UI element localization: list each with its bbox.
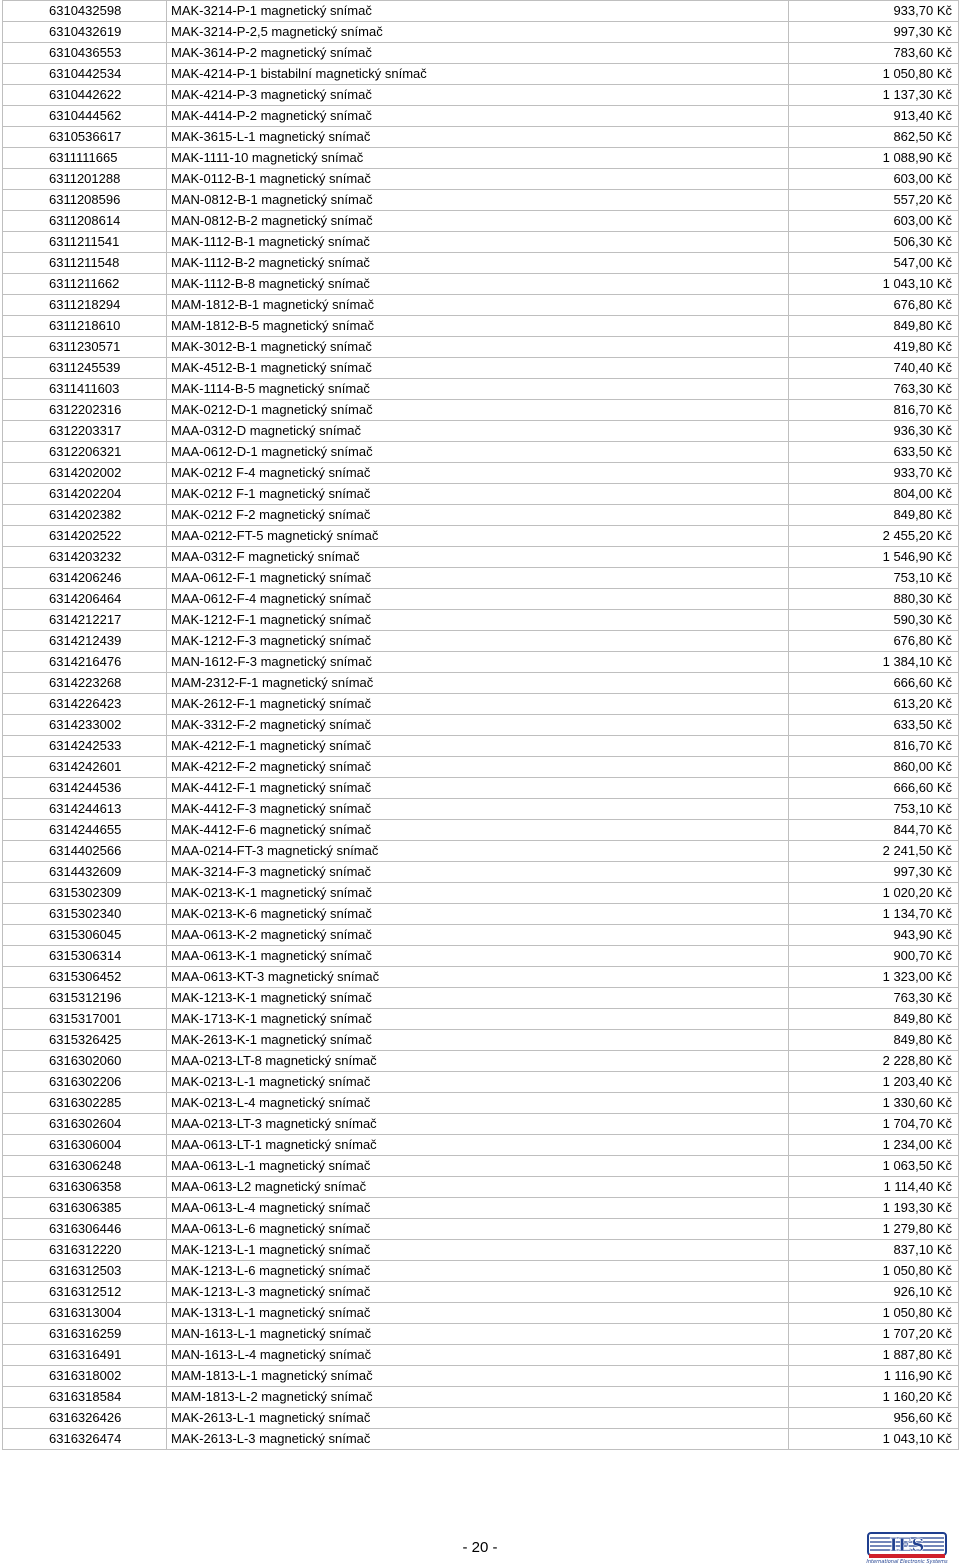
product-code: 6311211548 xyxy=(3,253,167,274)
product-code: 6310442622 xyxy=(3,85,167,106)
table-row xyxy=(3,694,959,715)
table-row xyxy=(3,862,959,883)
product-price: 997,30 Kč xyxy=(789,862,959,883)
table-row xyxy=(3,736,959,757)
product-code: 6312203317 xyxy=(3,421,167,442)
table-row xyxy=(3,1114,959,1135)
product-price: 1 043,10 Kč xyxy=(789,1429,959,1450)
product-price: 849,80 Kč xyxy=(789,316,959,337)
product-code: 6314212217 xyxy=(3,610,167,631)
product-name: MAK-1212-F-1 magnetický snímač xyxy=(167,610,789,631)
product-code: 6315317001 xyxy=(3,1009,167,1030)
table-row xyxy=(3,568,959,589)
product-code: 6314202522 xyxy=(3,526,167,547)
table-row xyxy=(3,1,959,22)
product-code: 6314244655 xyxy=(3,820,167,841)
table-row xyxy=(3,64,959,85)
product-name: MAK-0112-B-1 magnetický snímač xyxy=(167,169,789,190)
product-name: MAN-1613-L-4 magnetický snímač xyxy=(167,1345,789,1366)
product-name: MAK-3214-F-3 magnetický snímač xyxy=(167,862,789,883)
logo-tagline: International Electronic Systems xyxy=(866,1559,948,1564)
table-row xyxy=(3,505,959,526)
product-price: 603,00 Kč xyxy=(789,211,959,232)
product-code: 6315306045 xyxy=(3,925,167,946)
product-name: MAA-0213-LT-3 magnetický snímač xyxy=(167,1114,789,1135)
product-code: 6310432598 xyxy=(3,1,167,22)
product-price: 1 160,20 Kč xyxy=(789,1387,959,1408)
product-code: 6316312512 xyxy=(3,1282,167,1303)
table-row xyxy=(3,1198,959,1219)
product-name: MAK-4412-F-1 magnetický snímač xyxy=(167,778,789,799)
product-name: MAK-1213-L-1 magnetický snímač xyxy=(167,1240,789,1261)
product-name: MAK-0212 F-2 magnetický snímač xyxy=(167,505,789,526)
product-name: MAA-0613-KT-3 magnetický snímač xyxy=(167,967,789,988)
product-name: MAK-2613-L-3 magnetický snímač xyxy=(167,1429,789,1450)
product-price: 844,70 Kč xyxy=(789,820,959,841)
product-price: 763,30 Kč xyxy=(789,379,959,400)
product-price: 666,60 Kč xyxy=(789,778,959,799)
table-row xyxy=(3,1240,959,1261)
product-price: 849,80 Kč xyxy=(789,1009,959,1030)
table-row xyxy=(3,1324,959,1345)
product-name: MAK-0212 F-4 magnetický snímač xyxy=(167,463,789,484)
product-code: 6311411603 xyxy=(3,379,167,400)
table-row xyxy=(3,1429,959,1450)
table-row xyxy=(3,589,959,610)
product-code: 6316316491 xyxy=(3,1345,167,1366)
product-name: MAK-0213-L-1 magnetický snímač xyxy=(167,1072,789,1093)
product-name: MAK-4412-F-3 magnetický snímač xyxy=(167,799,789,820)
table-row xyxy=(3,274,959,295)
product-code: 6312206321 xyxy=(3,442,167,463)
product-name: MAA-0214-FT-3 magnetický snímač xyxy=(167,841,789,862)
product-name: MAK-2613-K-1 magnetický snímač xyxy=(167,1030,789,1051)
product-price: 1 546,90 Kč xyxy=(789,547,959,568)
product-price: 740,40 Kč xyxy=(789,358,959,379)
product-code: 6316318002 xyxy=(3,1366,167,1387)
product-name: MAK-4212-F-1 magnetický snímač xyxy=(167,736,789,757)
product-name: MAK-1213-L-6 magnetický snímač xyxy=(167,1261,789,1282)
product-name: MAK-1713-K-1 magnetický snímač xyxy=(167,1009,789,1030)
product-code: 6314202002 xyxy=(3,463,167,484)
product-name: MAA-0613-L-1 magnetický snímač xyxy=(167,1156,789,1177)
table-row xyxy=(3,1072,959,1093)
product-code: 6311218294 xyxy=(3,295,167,316)
product-code: 6316318584 xyxy=(3,1387,167,1408)
product-code: 6314432609 xyxy=(3,862,167,883)
table-row xyxy=(3,22,959,43)
product-name: MAM-1813-L-1 magnetický snímač xyxy=(167,1366,789,1387)
table-row xyxy=(3,484,959,505)
product-price: 1 384,10 Kč xyxy=(789,652,959,673)
table-row xyxy=(3,148,959,169)
table-row xyxy=(3,190,959,211)
product-code: 6314402566 xyxy=(3,841,167,862)
table-row xyxy=(3,673,959,694)
product-name: MAM-1813-L-2 magnetický snímač xyxy=(167,1387,789,1408)
product-code: 6314212439 xyxy=(3,631,167,652)
price-list xyxy=(2,0,958,1450)
product-code: 6314242533 xyxy=(3,736,167,757)
product-price: 1 323,00 Kč xyxy=(789,967,959,988)
product-code: 6315312196 xyxy=(3,988,167,1009)
product-price: 2 241,50 Kč xyxy=(789,841,959,862)
product-name: MAK-1213-K-1 magnetický snímač xyxy=(167,988,789,1009)
ies-logo-icon xyxy=(866,1530,948,1564)
table-row xyxy=(3,1156,959,1177)
table-row xyxy=(3,820,959,841)
product-name: MAK-1111-10 magnetický snímač xyxy=(167,148,789,169)
product-price: 1 050,80 Kč xyxy=(789,1303,959,1324)
product-price: 1 704,70 Kč xyxy=(789,1114,959,1135)
product-price: 1 050,80 Kč xyxy=(789,64,959,85)
table-row xyxy=(3,379,959,400)
product-price: 1 193,30 Kč xyxy=(789,1198,959,1219)
table-row xyxy=(3,1303,959,1324)
product-price: 1 203,40 Kč xyxy=(789,1072,959,1093)
table-row xyxy=(3,106,959,127)
product-code: 6316302285 xyxy=(3,1093,167,1114)
table-row xyxy=(3,1282,959,1303)
product-price: 1 137,30 Kč xyxy=(789,85,959,106)
table-row xyxy=(3,1366,959,1387)
product-name: MAK-3615-L-1 magnetický snímač xyxy=(167,127,789,148)
product-name: MAK-2613-L-1 magnetický snímač xyxy=(167,1408,789,1429)
table-row xyxy=(3,358,959,379)
product-name: MAK-4214-P-3 magnetický snímač xyxy=(167,85,789,106)
table-row xyxy=(3,757,959,778)
product-price: 783,60 Kč xyxy=(789,43,959,64)
product-code: 6314244536 xyxy=(3,778,167,799)
product-code: 6311211541 xyxy=(3,232,167,253)
table-row xyxy=(3,211,959,232)
product-price: 1 020,20 Kč xyxy=(789,883,959,904)
product-name: MAA-0312-F magnetický snímač xyxy=(167,547,789,568)
product-name: MAK-2612-F-1 magnetický snímač xyxy=(167,694,789,715)
product-code: 6316306248 xyxy=(3,1156,167,1177)
product-name: MAN-0812-B-2 magnetický snímač xyxy=(167,211,789,232)
product-code: 6314223268 xyxy=(3,673,167,694)
product-price: 816,70 Kč xyxy=(789,400,959,421)
product-name: MAM-1812-B-5 magnetický snímač xyxy=(167,316,789,337)
product-code: 6316312220 xyxy=(3,1240,167,1261)
table-row xyxy=(3,925,959,946)
table-row xyxy=(3,1387,959,1408)
product-price: 926,10 Kč xyxy=(789,1282,959,1303)
product-name: MAK-3312-F-2 magnetický snímač xyxy=(167,715,789,736)
product-name: MAA-0612-D-1 magnetický snímač xyxy=(167,442,789,463)
product-price: 804,00 Kč xyxy=(789,484,959,505)
product-price: 1 887,80 Kč xyxy=(789,1345,959,1366)
product-code: 6314226423 xyxy=(3,694,167,715)
product-code: 6314233002 xyxy=(3,715,167,736)
product-price: 1 043,10 Kč xyxy=(789,274,959,295)
table-row xyxy=(3,1135,959,1156)
product-price: 666,60 Kč xyxy=(789,673,959,694)
table-row xyxy=(3,400,959,421)
product-name: MAK-3012-B-1 magnetický snímač xyxy=(167,337,789,358)
product-code: 6316316259 xyxy=(3,1324,167,1345)
product-price: 1 050,80 Kč xyxy=(789,1261,959,1282)
product-code: 6311245539 xyxy=(3,358,167,379)
table-row xyxy=(3,421,959,442)
product-price: 913,40 Kč xyxy=(789,106,959,127)
table-row xyxy=(3,442,959,463)
table-row xyxy=(3,547,959,568)
product-code: 6316326474 xyxy=(3,1429,167,1450)
table-row xyxy=(3,1408,959,1429)
product-name: MAK-4212-F-2 magnetický snímač xyxy=(167,757,789,778)
table-row xyxy=(3,295,959,316)
product-name: MAA-0312-D magnetický snímač xyxy=(167,421,789,442)
table-row xyxy=(3,1009,959,1030)
product-name: MAK-4214-P-1 bistabilní magnetický snímač xyxy=(167,64,789,85)
table-row xyxy=(3,526,959,547)
product-name: MAK-1114-B-5 magnetický snímač xyxy=(167,379,789,400)
product-name: MAK-1212-F-3 magnetický snímač xyxy=(167,631,789,652)
product-code: 6310442534 xyxy=(3,64,167,85)
product-name: MAA-0613-L-6 magnetický snímač xyxy=(167,1219,789,1240)
product-price: 956,60 Kč xyxy=(789,1408,959,1429)
product-code: 6315326425 xyxy=(3,1030,167,1051)
product-price: 419,80 Kč xyxy=(789,337,959,358)
table-row xyxy=(3,169,959,190)
product-price: 2 228,80 Kč xyxy=(789,1051,959,1072)
product-price: 933,70 Kč xyxy=(789,1,959,22)
product-code: 6316313004 xyxy=(3,1303,167,1324)
product-code: 6314202204 xyxy=(3,484,167,505)
product-name: MAK-1112-B-2 magnetický snímač xyxy=(167,253,789,274)
product-price: 1 279,80 Kč xyxy=(789,1219,959,1240)
product-price: 1 134,70 Kč xyxy=(789,904,959,925)
product-code: 6311211662 xyxy=(3,274,167,295)
table-row xyxy=(3,1219,959,1240)
product-name: MAA-0612-F-4 magnetický snímač xyxy=(167,589,789,610)
product-price: 849,80 Kč xyxy=(789,505,959,526)
product-name: MAK-3214-P-2,5 magnetický snímač xyxy=(167,22,789,43)
product-price: 676,80 Kč xyxy=(789,295,959,316)
product-code: 6310444562 xyxy=(3,106,167,127)
product-name: MAA-0613-L2 magnetický snímač xyxy=(167,1177,789,1198)
product-code: 6314216476 xyxy=(3,652,167,673)
product-price: 816,70 Kč xyxy=(789,736,959,757)
product-price: 933,70 Kč xyxy=(789,463,959,484)
product-name: MAK-0212-D-1 magnetický snímač xyxy=(167,400,789,421)
product-price: 603,00 Kč xyxy=(789,169,959,190)
product-price: 1 088,90 Kč xyxy=(789,148,959,169)
product-name: MAK-3614-P-2 magnetický snímač xyxy=(167,43,789,64)
product-price: 633,50 Kč xyxy=(789,715,959,736)
product-name: MAK-1213-L-3 magnetický snímač xyxy=(167,1282,789,1303)
product-price: 862,50 Kč xyxy=(789,127,959,148)
table-row xyxy=(3,610,959,631)
table-row xyxy=(3,946,959,967)
table-row xyxy=(3,904,959,925)
product-code: 6316312503 xyxy=(3,1261,167,1282)
product-name: MAA-0213-LT-8 magnetický snímač xyxy=(167,1051,789,1072)
price-table xyxy=(2,0,959,1450)
table-row xyxy=(3,1051,959,1072)
product-code: 6310536617 xyxy=(3,127,167,148)
product-price: 1 707,20 Kč xyxy=(789,1324,959,1345)
product-code: 6314206246 xyxy=(3,568,167,589)
product-price: 1 330,60 Kč xyxy=(789,1093,959,1114)
table-row xyxy=(3,778,959,799)
product-name: MAA-0613-K-1 magnetický snímač xyxy=(167,946,789,967)
product-price: 1 116,90 Kč xyxy=(789,1366,959,1387)
product-price: 1 114,40 Kč xyxy=(789,1177,959,1198)
product-name: MAK-0212 F-1 magnetický snímač xyxy=(167,484,789,505)
table-row xyxy=(3,715,959,736)
product-code: 6314202382 xyxy=(3,505,167,526)
table-row xyxy=(3,337,959,358)
product-price: 676,80 Kč xyxy=(789,631,959,652)
product-price: 633,50 Kč xyxy=(789,442,959,463)
product-price: 753,10 Kč xyxy=(789,799,959,820)
product-code: 6315302309 xyxy=(3,883,167,904)
price-table-body xyxy=(3,1,959,1450)
table-row xyxy=(3,1261,959,1282)
product-name: MAK-0213-K-6 magnetický snímač xyxy=(167,904,789,925)
table-row xyxy=(3,1345,959,1366)
product-name: MAK-0213-L-4 magnetický snímač xyxy=(167,1093,789,1114)
product-price: 590,30 Kč xyxy=(789,610,959,631)
product-code: 6316302604 xyxy=(3,1114,167,1135)
table-row xyxy=(3,85,959,106)
product-price: 943,90 Kč xyxy=(789,925,959,946)
table-row xyxy=(3,1030,959,1051)
product-price: 1 234,00 Kč xyxy=(789,1135,959,1156)
product-name: MAA-0613-K-2 magnetický snímač xyxy=(167,925,789,946)
product-code: 6314242601 xyxy=(3,757,167,778)
product-name: MAK-4414-P-2 magnetický snímač xyxy=(167,106,789,127)
product-name: MAK-0213-K-1 magnetický snímač xyxy=(167,883,789,904)
product-name: MAK-3214-P-1 magnetický snímač xyxy=(167,1,789,22)
table-row xyxy=(3,988,959,1009)
product-code: 6316302206 xyxy=(3,1072,167,1093)
table-row xyxy=(3,631,959,652)
product-price: 557,20 Kč xyxy=(789,190,959,211)
product-price: 837,10 Kč xyxy=(789,1240,959,1261)
product-price: 900,70 Kč xyxy=(789,946,959,967)
product-code: 6310436553 xyxy=(3,43,167,64)
product-code: 6314244613 xyxy=(3,799,167,820)
product-name: MAK-4512-B-1 magnetický snímač xyxy=(167,358,789,379)
table-row xyxy=(3,1093,959,1114)
product-price: 506,30 Kč xyxy=(789,232,959,253)
product-price: 880,30 Kč xyxy=(789,589,959,610)
logo-text: IES xyxy=(889,1535,925,1556)
product-code: 6316302060 xyxy=(3,1051,167,1072)
product-name: MAA-0212-FT-5 magnetický snímač xyxy=(167,526,789,547)
table-row xyxy=(3,1177,959,1198)
product-name: MAK-1313-L-1 magnetický snímač xyxy=(167,1303,789,1324)
product-code: 6316326426 xyxy=(3,1408,167,1429)
product-code: 6311208614 xyxy=(3,211,167,232)
product-price: 849,80 Kč xyxy=(789,1030,959,1051)
product-price: 763,30 Kč xyxy=(789,988,959,1009)
product-code: 6311201288 xyxy=(3,169,167,190)
table-row xyxy=(3,253,959,274)
product-name: MAN-1612-F-3 magnetický snímač xyxy=(167,652,789,673)
product-name: MAK-4412-F-6 magnetický snímač xyxy=(167,820,789,841)
table-row xyxy=(3,799,959,820)
product-price: 547,00 Kč xyxy=(789,253,959,274)
product-price: 997,30 Kč xyxy=(789,22,959,43)
product-price: 2 455,20 Kč xyxy=(789,526,959,547)
product-code: 6314203232 xyxy=(3,547,167,568)
table-row xyxy=(3,463,959,484)
product-code: 6315306314 xyxy=(3,946,167,967)
ies-logo xyxy=(866,1530,948,1564)
table-row xyxy=(3,232,959,253)
product-code: 6314206464 xyxy=(3,589,167,610)
product-code: 6316306358 xyxy=(3,1177,167,1198)
table-row xyxy=(3,883,959,904)
product-name: MAN-0812-B-1 magnetický snímač xyxy=(167,190,789,211)
product-name: MAN-1613-L-1 magnetický snímač xyxy=(167,1324,789,1345)
product-code: 6316306004 xyxy=(3,1135,167,1156)
product-code: 6316306385 xyxy=(3,1198,167,1219)
product-name: MAM-2312-F-1 magnetický snímač xyxy=(167,673,789,694)
product-name: MAA-0612-F-1 magnetický snímač xyxy=(167,568,789,589)
page-number: - 20 - xyxy=(462,1539,498,1556)
table-row xyxy=(3,841,959,862)
product-code: 6312202316 xyxy=(3,400,167,421)
product-price: 936,30 Kč xyxy=(789,421,959,442)
product-name: MAK-1112-B-1 magnetický snímač xyxy=(167,232,789,253)
product-code: 6310432619 xyxy=(3,22,167,43)
table-row xyxy=(3,316,959,337)
product-name: MAA-0613-LT-1 magnetický snímač xyxy=(167,1135,789,1156)
product-code: 6315306452 xyxy=(3,967,167,988)
product-code: 6311218610 xyxy=(3,316,167,337)
product-price: 1 063,50 Kč xyxy=(789,1156,959,1177)
table-row xyxy=(3,967,959,988)
product-price: 860,00 Kč xyxy=(789,757,959,778)
table-row xyxy=(3,127,959,148)
product-code: 6316306446 xyxy=(3,1219,167,1240)
product-code: 6311208596 xyxy=(3,190,167,211)
product-name: MAA-0613-L-4 magnetický snímač xyxy=(167,1198,789,1219)
table-row xyxy=(3,43,959,64)
product-name: MAK-1112-B-8 magnetický snímač xyxy=(167,274,789,295)
product-price: 753,10 Kč xyxy=(789,568,959,589)
product-code: 6311230571 xyxy=(3,337,167,358)
table-row xyxy=(3,652,959,673)
product-code: 6315302340 xyxy=(3,904,167,925)
product-price: 613,20 Kč xyxy=(789,694,959,715)
product-code: 6311111665 xyxy=(3,148,167,169)
product-name: MAM-1812-B-1 magnetický snímač xyxy=(167,295,789,316)
